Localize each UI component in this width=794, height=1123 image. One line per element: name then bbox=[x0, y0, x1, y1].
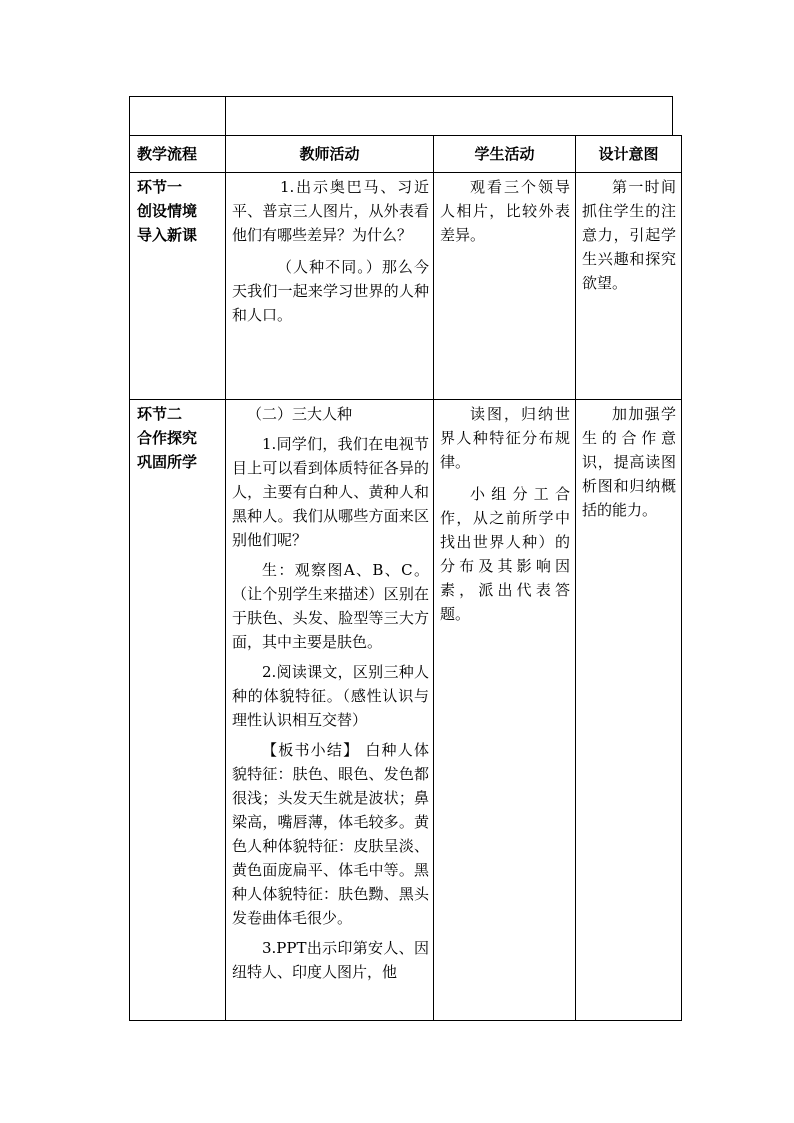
header-intent: 设计意图 bbox=[576, 136, 682, 173]
stage-cell-section2 bbox=[130, 400, 226, 1021]
student-paragraph: 读图，归纳世界人种特征分布规律。 bbox=[440, 405, 570, 471]
student-paragraph: 观看三个领导人相片，比较外表差异。 bbox=[440, 178, 570, 244]
student-cell-section1 bbox=[434, 173, 576, 400]
teacher-paragraph: 1.同学们，我们在电视节目上可以看到体质特征各异的人，主要有白种人、黄种人和黑种人。我们从哪些方面来区别他们呢？ bbox=[232, 435, 429, 549]
table-header-row bbox=[130, 136, 682, 173]
teacher-paragraph: 生：观察图A、B、C。（让个别学生来描述）区别在于肤色、头发、脸型等三大方面，其中主要是肤色。 bbox=[232, 561, 429, 651]
header-student: 学生活动 bbox=[434, 136, 576, 173]
teacher-cell-section1 bbox=[226, 173, 434, 400]
stage-cell-section1 bbox=[130, 173, 226, 400]
student-cell-section2 bbox=[434, 400, 576, 1021]
teacher-paragraph: （二）三大人种 bbox=[247, 405, 353, 423]
intent-paragraph: 加加强学生的合作意识，提高读图析图和归纳概括的能力。 bbox=[582, 405, 676, 519]
lesson-plan-table bbox=[129, 135, 682, 1021]
intent-cell-section2 bbox=[576, 400, 682, 1021]
student-paragraph: 小组分工合作，从之前所学中找出世界人种）的分布及其影响因素，派出代表答题。 bbox=[440, 485, 570, 623]
teacher-paragraph: 1.出示奥巴马、习近平、普京三人图片，从外表看他们有哪些差异？为什么？ bbox=[232, 178, 429, 244]
intent-paragraph: 第一时间抓住学生的注意力，引起学生兴趣和探究欲望。 bbox=[582, 178, 676, 292]
header-teacher: 教师活动 bbox=[226, 136, 434, 173]
stage-line: 巩固所学 bbox=[137, 453, 198, 471]
stage-line: 环节一 bbox=[137, 178, 183, 196]
teacher-paragraph: 【板书小结】 白种人体貌特征：肤色、眼色、发色都很浅；头发天生就是波状；鼻梁高，嘴唇薄，体毛较多。黄色人种体貌特征：皮肤呈淡、黄色面庞扁平、体毛中等。黑种人体貌特征：肤色黝、黑头发卷曲体毛很少。 bbox=[232, 741, 429, 927]
teacher-cell-section2 bbox=[226, 400, 434, 1021]
teacher-paragraph: （人种不同。）那么今天我们一起来学习世界的人种和人口。 bbox=[232, 258, 429, 324]
header-flow: 教学流程 bbox=[130, 136, 226, 173]
stage-line: 合作探究 bbox=[137, 429, 198, 447]
stage-line: 创设情境 bbox=[137, 202, 198, 220]
table-row-section1 bbox=[130, 173, 682, 400]
intent-cell-section1 bbox=[576, 173, 682, 400]
stage-line: 导入新课 bbox=[137, 226, 198, 244]
teacher-paragraph: 2.阅读课文，区别三种人种的体貌特征。（感性认识与理性认识相互交替） bbox=[232, 663, 429, 729]
blank-header-row bbox=[129, 96, 673, 136]
stage-line: 环节二 bbox=[137, 405, 183, 423]
blank-header-divider bbox=[225, 97, 226, 135]
table-row-section2 bbox=[130, 400, 682, 1021]
teacher-paragraph: 3.PPT出示印第安人、因纽特人、印度人图片，他 bbox=[232, 939, 429, 981]
